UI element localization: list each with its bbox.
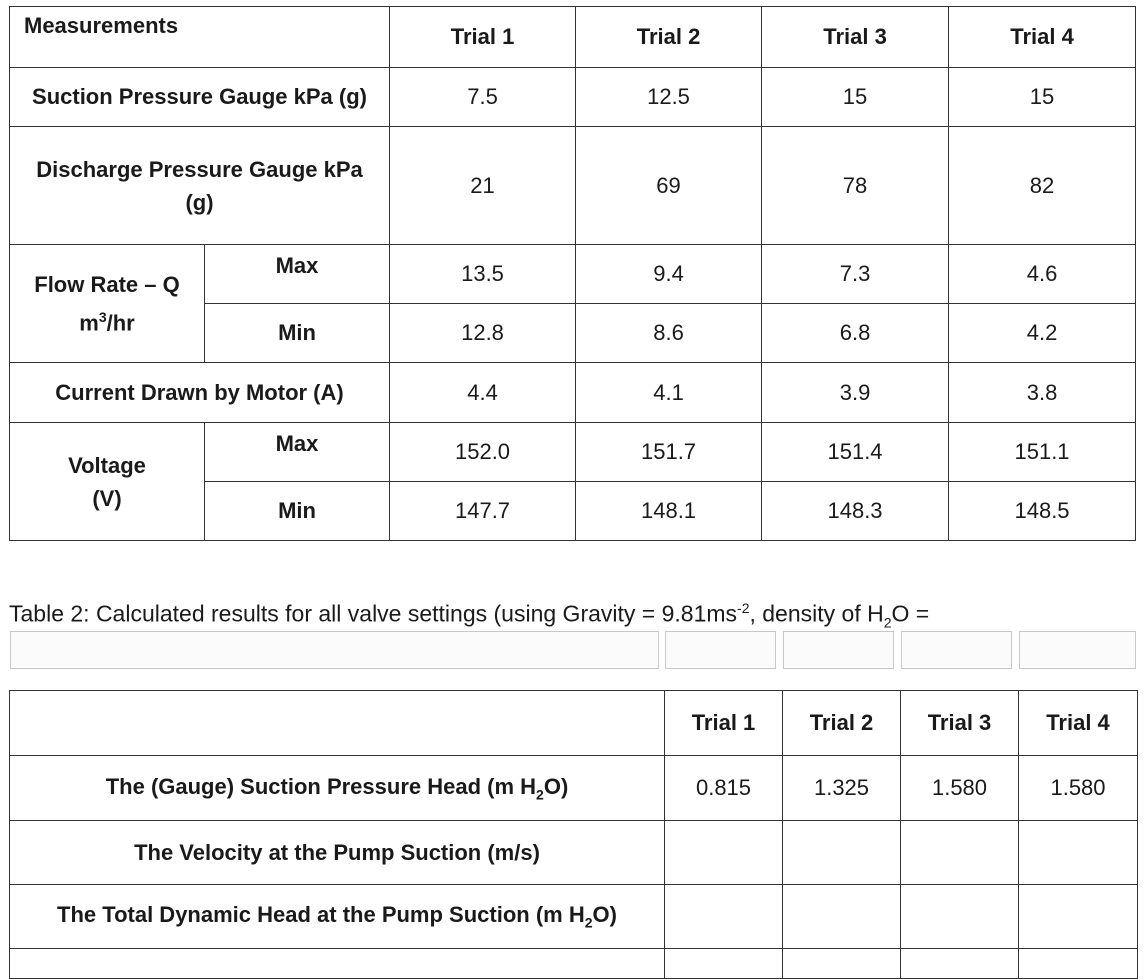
suction-head-value[interactable]: 1.325 [783,756,901,821]
header-trial-2: Trial 2 [576,7,762,68]
current-value: 3.9 [762,363,949,423]
velocity-value[interactable] [783,821,901,885]
suction-head-value[interactable]: 0.815 [665,756,783,821]
caption-sub: 2 [883,614,892,631]
current-value: 4.1 [576,363,762,423]
row-label-text: The Total Dynamic Head at the Pump Suction (m H [57,902,585,928]
input-field-trial-3[interactable] [901,631,1012,669]
flow-max-value: 9.4 [576,245,762,304]
discharge-label-line1: Discharge Pressure Gauge kPa [36,156,363,182]
flow-min-label: Min [205,304,390,363]
flow-min-value: 6.8 [762,304,949,363]
current-value: 3.8 [949,363,1136,423]
row-label-tail: O) [592,902,617,928]
suction-head-value[interactable]: 1.580 [901,756,1019,821]
caption-sup: -2 [737,600,750,616]
voltage-max-value: 151.7 [576,423,762,482]
discharge-pressure-label [10,127,390,245]
input-field-trial-1[interactable] [665,631,776,669]
caption-text: , density of H [749,600,884,627]
discharge-value: 21 [390,127,576,245]
voltage-max-value: 151.4 [762,423,949,482]
calculated-results-table [9,690,1138,979]
measurements-table [9,6,1136,541]
flow-max-label: Max [205,245,390,304]
current-value: 4.4 [390,363,576,423]
discharge-value: 82 [949,127,1136,245]
row-label-sub: 2 [584,914,593,931]
voltage-max-value: 152.0 [390,423,576,482]
current-label: Current Drawn by Motor (A) [10,363,390,423]
suction-head-label [10,756,665,821]
density-input-field[interactable] [10,631,659,669]
flow-min-value: 8.6 [576,304,762,363]
total-dynamic-head-value[interactable] [1019,885,1138,949]
suction-value: 15 [762,68,949,127]
total-dynamic-head-value[interactable] [783,885,901,949]
voltage-min-value: 148.1 [576,482,762,541]
total-dynamic-head-value[interactable] [901,885,1019,949]
discharge-label-line2: (g) [185,189,214,215]
velocity-value[interactable] [901,821,1019,885]
flow-min-value: 12.8 [390,304,576,363]
flow-unit-sup: 3 [98,308,107,325]
next-row-cell[interactable] [1019,949,1138,979]
velocity-label: The Velocity at the Pump Suction (m/s) [10,821,665,885]
velocity-value[interactable] [665,821,783,885]
voltage-label-line1: Voltage [68,452,146,478]
t2-header-trial-3: Trial 3 [901,691,1019,756]
caption-text: Table 2: Calculated results for all valve settings (using Gravity = 9.81ms [9,600,738,627]
header-measurements: Measurements [10,7,390,68]
suction-value: 15 [949,68,1136,127]
header-trial-1: Trial 1 [390,7,576,68]
voltage-label-line2: (V) [92,485,122,511]
header-trial-3: Trial 3 [762,7,949,68]
suction-head-value[interactable]: 1.580 [1019,756,1138,821]
suction-value: 7.5 [390,68,576,127]
flow-unit-rest: /hr [106,310,135,336]
voltage-max-value: 151.1 [949,423,1136,482]
t2-header-trial-2: Trial 2 [783,691,901,756]
caption-text: O = [891,600,930,627]
suction-pressure-label: Suction Pressure Gauge kPa (g) [10,68,390,127]
discharge-value: 69 [576,127,762,245]
t2-header-empty [10,691,665,756]
input-field-trial-4[interactable] [1019,631,1136,669]
next-row-cell [10,949,665,979]
voltage-min-value: 147.7 [390,482,576,541]
flow-max-value: 4.6 [949,245,1136,304]
next-row-cell[interactable] [901,949,1019,979]
flow-unit: m [79,310,99,336]
voltage-min-value: 148.3 [762,482,949,541]
total-dynamic-head-value[interactable] [665,885,783,949]
row-label-text: The (Gauge) Suction Pressure Head (m H [105,773,537,799]
discharge-value: 78 [762,127,949,245]
flow-min-value: 4.2 [949,304,1136,363]
flow-label-line1: Flow Rate – Q [34,271,180,297]
next-row-cell[interactable] [783,949,901,979]
row-label-tail: O) [543,773,569,799]
voltage-min-label: Min [205,482,390,541]
total-dynamic-head-label [10,885,665,949]
t2-header-trial-1: Trial 1 [665,691,783,756]
voltage-min-value: 148.5 [949,482,1136,541]
flow-max-value: 13.5 [390,245,576,304]
t2-header-trial-4: Trial 4 [1019,691,1138,756]
header-trial-4: Trial 4 [949,7,1136,68]
suction-value: 12.5 [576,68,762,127]
flow-rate-label [10,245,205,363]
flow-max-value: 7.3 [762,245,949,304]
input-field-trial-2[interactable] [783,631,894,669]
next-row-cell[interactable] [665,949,783,979]
voltage-label [10,423,205,541]
voltage-max-label: Max [205,423,390,482]
table2-caption [9,600,929,630]
velocity-value[interactable] [1019,821,1138,885]
row-label-sub: 2 [536,786,544,803]
